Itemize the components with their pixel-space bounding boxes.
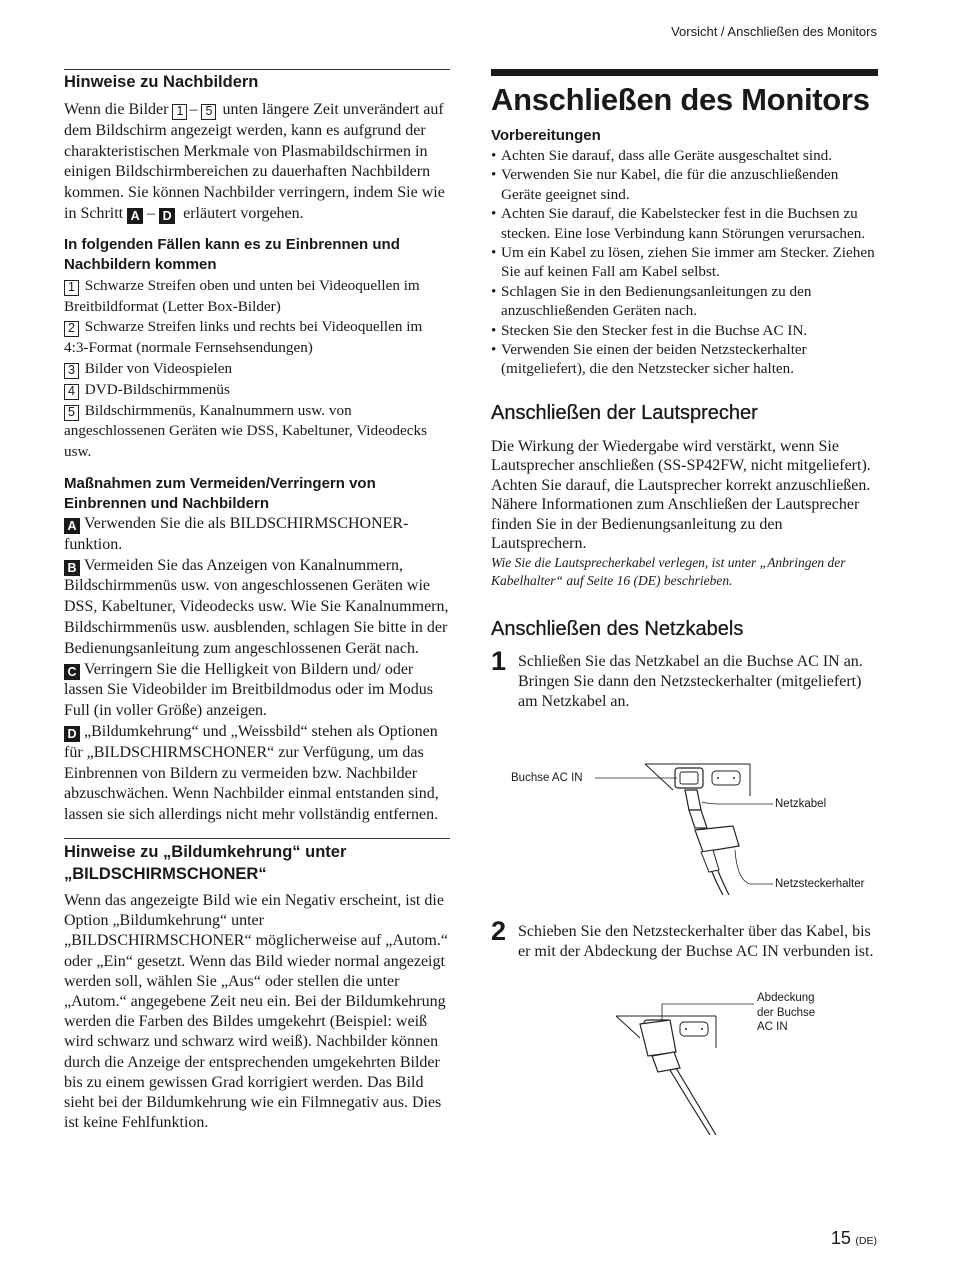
case-key-box: 5 (201, 104, 216, 120)
burn-in-cases-list (64, 276, 450, 463)
measure-item: A Verwenden Sie die als BILDSCHIRMSCHONER-funktion. (64, 514, 409, 553)
list-item: • Verwenden Sie nur Kabel, die für die anzuschließenden Geräte geeignet sind. (491, 165, 878, 204)
list-item: • Achten Sie darauf, dass alle Geräte ausgeschaltet sind. (491, 146, 878, 165)
measures-list (64, 514, 450, 826)
step-number: 2 (491, 916, 507, 946)
speaker-note: Wie Sie die Lautsprecherkabel verlegen, ist unter „Anbringen der Kabelhalter“ auf Seite 16 (DE) beschrieben. (491, 554, 846, 589)
running-head: Vorsicht / Anschließen des Monitors (671, 24, 877, 39)
case-item: 5 Bildschirmmenüs, Kanalnummern usw. von angeschlossenen Geräten wie DSS, Kabeltuner, Videodecks usw. (64, 401, 428, 461)
preparations-list (491, 146, 878, 379)
step-2 (491, 916, 878, 962)
step-number: 1 (491, 645, 507, 676)
case-item: 2 Schwarze Streifen links und rechts bei Videoquellen im 4:3-Format (normale Fernsehsendungen) (64, 318, 423, 357)
power-cable-heading: Anschließen des Netzkabels (491, 617, 744, 640)
case-key-box: 1 (172, 104, 187, 120)
inversion-notes-paragraph: Wenn das angezeigte Bild wie ein Negativ erscheint, ist die Option „Bildumkehrung“ unter „BILDSCHIRMSCHONER“ möglicherweise auf „Autom.“ oder „Ein“ gesetzt. Wenn das Bild wieder normal angezeigt werden soll, wählen Sie „Aus“ oder stellen die unter „Autom.“ angegebene Zeit neu ein. Bei der Bildumkehrung werden die Farben des Bildes umgekehrt (Beispiel: weiß wird schwarz und schwarz wird weiß). Nachbilder können durch die Anzeige der entsprechenden umgekehrten Bilder bis zu einem gewissen Grad korrigiert werden. Das Bild sieht bei der Bildumkehrung wie ein Filmnegativ aus. Dies ist keine Fehlfunktion. (64, 891, 448, 1132)
afterimage-intro-paragraph: Wenn die Bilder 1 – 5 unten längere Zeit unverändert auf dem Bildschirm angezeigt werden, kann es aufgrund der charakteristischen Merkmale von Plasmabildschirmen in einigen Bildschirmbereichen zu dauerhaften Nachbildern kommen. Sie können Nachbilder verringern, indem Sie wie in Schritt A – D erläutert vorgehen. (64, 101, 445, 223)
page-number: 15 (DE) (830, 1228, 877, 1248)
list-item: • Verwenden Sie einen der beiden Netzsteckerhalter (mitgeliefert), die den Netzstecker sicher halten. (491, 340, 878, 379)
section-rule (64, 69, 450, 70)
case-item: 3 Bilder von Videospielen (64, 359, 450, 380)
inversion-notes-heading: Hinweise zu „Bildumkehrung“ unter „BILDSCHIRMSCHONER“ (64, 842, 347, 883)
measures-heading: Maßnahmen zum Vermeiden/Verringern von Einbrennen und Nachbildern (64, 474, 376, 512)
case-item: 4 DVD-Bildschirmmenüs (64, 380, 450, 401)
list-item: • Um ein Kabel zu lösen, ziehen Sie immer am Stecker. Ziehen Sie auf keinen Fall am Kabel selbst. (491, 243, 878, 282)
label-ac-in-jack: Buchse AC IN (511, 772, 583, 784)
label-plug-holder: Netzsteckerhalter (775, 878, 865, 890)
measure-key-box: D (159, 208, 175, 224)
list-item: • Stecken Sie den Stecker fest in die Buchse AC IN. (491, 321, 878, 340)
figure-power-cable (505, 760, 885, 895)
case-item: 1 Schwarze Streifen oben und unten bei Videoquellen im Breitbildformat (Letter Box-Bilder) (64, 276, 420, 315)
right-column (491, 69, 878, 712)
step-1-text: Schließen Sie das Netzkabel an die Buchse AC IN an. Bringen Sie dann den Netzsteckerhalter (mitgeliefert) am Netzkabel an. (518, 652, 863, 710)
left-column (64, 69, 450, 1133)
list-item: • Schlagen Sie in den Bedienungsanleitungen zu den anzuschließenden Geräten nach. (491, 282, 878, 321)
step-1 (491, 645, 878, 712)
plug-holder-illustration (610, 990, 890, 1135)
step-2-container (491, 916, 878, 962)
section-rule (64, 838, 450, 839)
label-power-cable: Netzkabel (775, 798, 827, 810)
measure-key-box: A (127, 208, 143, 224)
measure-item: B Vermeiden Sie das Anzeigen von Kanalnummern, Bildschirmmenüs usw. von angeschlossenen Geräten wie DSS, Kabeltuner, Videodecks usw. Wie Sie Kanalnummern, Bildschirmmenüs usw. ausblenden, schlagen Sie bitte in der Bedienungsanleitung zum angeschlossenen Gerät nach. (64, 556, 449, 657)
speaker-heading: Anschließen der Lautsprecher (491, 401, 758, 424)
preparations-heading: Vorbereitungen (491, 127, 601, 144)
list-item: • Achten Sie darauf, die Kabelstecker fest in die Buchsen zu stecken. Eine lose Verbindung kann Störungen verursachen. (491, 204, 878, 243)
page-title: Anschließen des Monitors (491, 82, 870, 117)
label-ac-in-cover: Abdeckung der Buchse AC IN (757, 992, 816, 1033)
step-2-text: Schieben Sie den Netzsteckerhalter über das Kabel, bis er mit der Abdeckung der Buchse AC IN verbunden ist. (518, 923, 874, 960)
title-rule (491, 69, 878, 76)
afterimage-notes-heading: Hinweise zu Nachbildern (64, 73, 259, 91)
figure-plug-holder (610, 990, 890, 1135)
speaker-paragraph: Die Wirkung der Wiedergabe wird verstärkt, wenn Sie Lautsprecher anschließen (SS-SP42FW, nicht mitgeliefert). Achten Sie darauf, die Lautsprecher korrekt anzuschließen. Nähere Informationen zum Anschließen der Lautsprecher finden Sie in der Bedienungsanleitung zu den Lautsprechern. (491, 437, 871, 553)
burn-in-cases-heading: In folgenden Fällen kann es zu Einbrennen und Nachbildern kommen (64, 235, 400, 273)
measure-item: C Verringern Sie die Helligkeit von Bildern und/ oder lassen Sie Videobilder im Breitbildmodus oder im Modus Full (in voller Größe) anzeigen. (64, 660, 433, 720)
measure-item: D „Bildumkehrung“ und „Weissbild“ stehen als Optionen für „BILDSCHIRMSCHONER“ zur Verfügung, um das Einbrennen von Bildern zu vermeiden bzw. Nachbilder abzuschwächen. Wenn Nachbilder einmal entstanden sind, lassen sie sich allerdings nicht mehr vollständig entfernen. (64, 722, 439, 824)
